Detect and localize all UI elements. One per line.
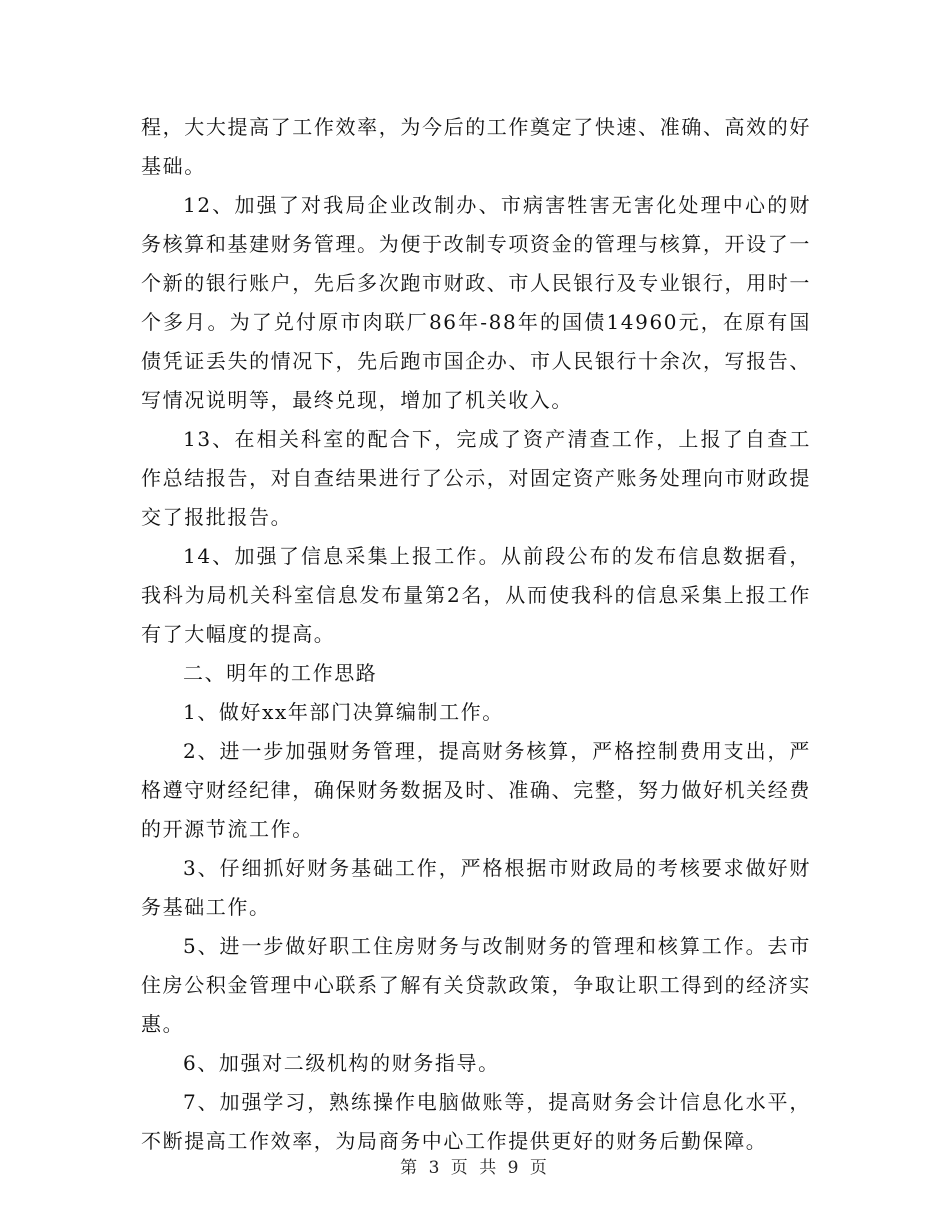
paragraph-plan-5: 5、进一步做好职工住房财务与改制财务的管理和核算工作。去市住房公积金管理中心联系了解有关贷款政策，争取让职工得到的经济实惠。: [141, 934, 811, 1036]
paragraph-plan-1: 1、做好xx年部门决算编制工作。: [183, 700, 504, 724]
paragraph-item-13: 13、在相关科室的配合下，完成了资产清查工作，上报了自查工作总结报告，对自查结果进行了公示，对固定资产账务处理向市财政提交了报批报告。: [141, 427, 811, 529]
paragraph-continuation: 程，大大提高了工作效率，为今后的工作奠定了快速、准确、高效的好基础。: [141, 115, 811, 178]
paragraph-plan-2: 2、进一步加强财务管理，提高财务核算，严格控制费用支出，严格遵守财经纪律，确保财务数据及时、准确、完整，努力做好机关经费的开源节流工作。: [141, 739, 811, 841]
paragraph-plan-6: 6、加强对二级机构的财务指导。: [183, 1051, 500, 1075]
page-number-footer: 第 3 页 共 9 页: [400, 1158, 550, 1178]
paragraph-plan-7: 7、加强学习，熟练操作电脑做账等，提高财务会计信息化水平，不断提高工作效率，为局商务中心工作提供更好的财务后勤保障。: [141, 1090, 811, 1153]
document-body: [141, 108, 811, 1161]
paragraph-item-12: 12、加强了对我局企业改制办、市病害牲害无害化处理中心的财务核算和基建财务管理。为便于改制专项资金的管理与核算，开设了一个新的银行账户，先后多次跑市财政、市人民银行及专业银行，用时一个多月。为了兑付原市肉联厂86年-88年的国债14960元，在原有国债凭证丢失的情况下，先后跑市国企办、市人民银行十余次，写报告、写情况说明等，最终兑现，增加了机关收入。: [141, 193, 811, 412]
paragraph-plan-3: 3、仔细抓好财务基础工作，严格根据市财政局的考核要求做好财务基础工作。: [141, 856, 811, 919]
paragraph-item-14: 14、加强了信息采集上报工作。从前段公布的发布信息数据看，我科为局机关科室信息发布量第2名，从而使我科的信息采集上报工作有了大幅度的提高。: [141, 544, 811, 646]
section-heading: 二、明年的工作思路: [183, 661, 378, 685]
